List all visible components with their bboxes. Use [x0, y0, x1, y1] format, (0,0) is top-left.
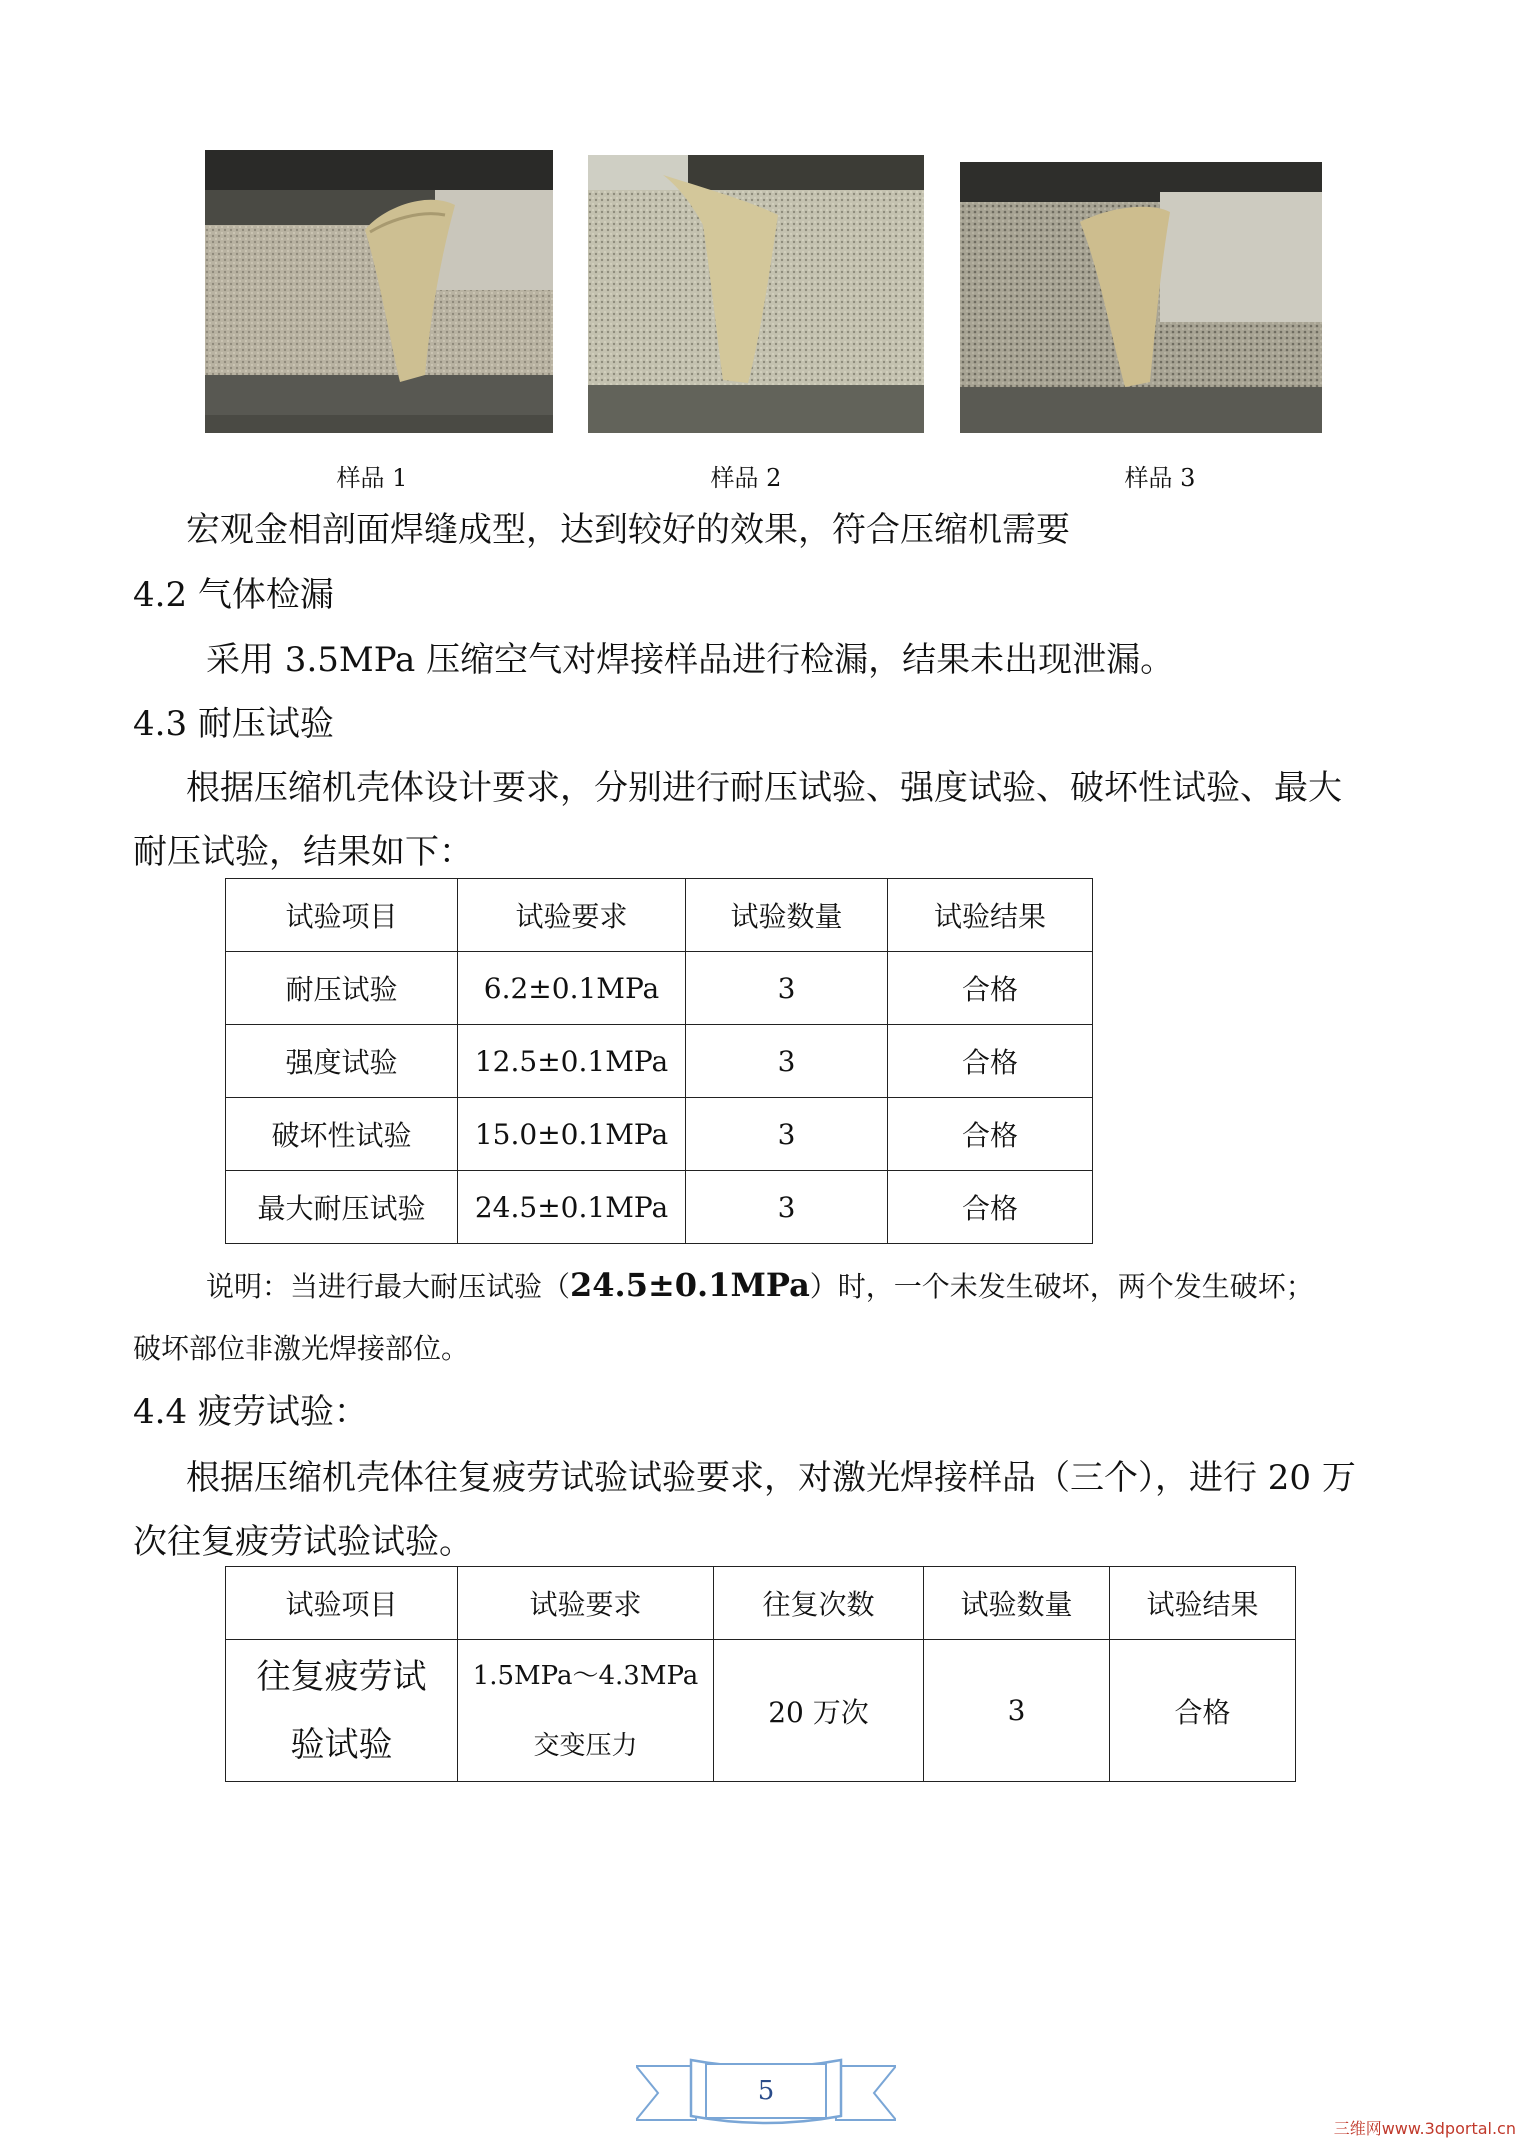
requirement-line2: 交变压力: [533, 1730, 638, 1761]
table-row: [226, 1025, 1093, 1098]
table-cell-requirement: [458, 1640, 714, 1782]
table-header: 试验结果: [1110, 1567, 1296, 1640]
section-4-2-text: 采用 3.5MPa 压缩空气对焊接样品进行检漏，结果未出现泄漏。: [206, 640, 1175, 680]
macro-text: 宏观金相剖面焊缝成型，达到较好的效果，符合压缩机需要: [186, 510, 1070, 550]
note-prefix: 说明：当进行最大耐压试验（: [206, 1270, 571, 1303]
sample-photo-2: [588, 155, 924, 433]
section-4-3-text-line1: 根据压缩机壳体设计要求，分别进行耐压试验、强度试验、破坏性试验、最大: [186, 768, 1342, 808]
table-cell: 3: [686, 1171, 888, 1244]
sample-caption-3: 样品 3: [1124, 464, 1196, 492]
table-cell: 15.0±0.1MPa: [458, 1098, 686, 1171]
table-row: [226, 1171, 1093, 1244]
fatigue-test-table: [225, 1566, 1296, 1782]
section-4-4-text-line1: 根据压缩机壳体往复疲劳试验试验要求，对激光焊接样品（三个），进行 20 万: [186, 1458, 1356, 1498]
sample-caption-2: 样品 2: [710, 464, 782, 492]
table-cell: 最大耐压试验: [226, 1171, 458, 1244]
table-cell: 强度试验: [226, 1025, 458, 1098]
table-header: 试验要求: [458, 1567, 714, 1640]
table-cell: 3: [686, 1098, 888, 1171]
table-cell-result: 合格: [1110, 1640, 1296, 1782]
table-cell: 合格: [888, 1025, 1093, 1098]
section-4-3-text-line2: 耐压试验，结果如下：: [133, 832, 473, 872]
table-row: [226, 1098, 1093, 1171]
sample-photo-1: [205, 150, 553, 433]
table-header: 试验项目: [226, 879, 458, 952]
table-header: 试验数量: [686, 879, 888, 952]
sample-photo-3: [960, 162, 1322, 433]
table-row: [226, 952, 1093, 1025]
item-line1: 往复疲劳试: [256, 1656, 427, 1697]
page-number: 5: [757, 2076, 775, 2106]
table-cell-count: 3: [924, 1640, 1110, 1782]
table-cell: 12.5±0.1MPa: [458, 1025, 686, 1098]
table-row: [226, 1640, 1296, 1782]
requirement-line1: 1.5MPa～4.3MPa: [472, 1660, 699, 1691]
test-note-line2: 破坏部位非激光焊接部位。: [133, 1332, 470, 1365]
table-cell: 耐压试验: [226, 952, 458, 1025]
note-bold-value: 24.5±0.1MPa: [570, 1266, 810, 1304]
table-cell-item: [226, 1640, 458, 1782]
table-cell: 24.5±0.1MPa: [458, 1171, 686, 1244]
table-header: 试验数量: [924, 1567, 1110, 1640]
table-cell: 合格: [888, 1171, 1093, 1244]
table-cell: 合格: [888, 1098, 1093, 1171]
table-cell: 3: [686, 1025, 888, 1098]
table-header: 往复次数: [714, 1567, 924, 1640]
table-header: 试验结果: [888, 879, 1093, 952]
table-cell: 合格: [888, 952, 1093, 1025]
table-header: 试验要求: [458, 879, 686, 952]
pressure-test-table: [225, 878, 1093, 1244]
sample-caption-1: 样品 1: [336, 464, 408, 492]
test-note-line1: [206, 1268, 1314, 1304]
watermark: 三维网www.3dportal.cn: [1333, 2119, 1516, 2138]
section-4-4-text-line2: 次往复疲劳试验试验。: [133, 1522, 473, 1562]
table-header: 试验项目: [226, 1567, 458, 1640]
table-header-row: [226, 879, 1093, 952]
item-line2: 验试验: [290, 1724, 393, 1765]
section-4-4-heading: 4.4 疲劳试验：: [133, 1392, 368, 1432]
table-cell: 6.2±0.1MPa: [458, 952, 686, 1025]
note-suffix: ）时，一个未发生破坏，两个发生破坏；: [809, 1270, 1314, 1303]
table-header-row: [226, 1567, 1296, 1640]
section-4-3-heading: 4.3 耐压试验: [133, 704, 334, 744]
table-cell: 3: [686, 952, 888, 1025]
section-4-2-heading: 4.2 气体检漏: [133, 575, 334, 615]
table-cell-cycles: 20 万次: [714, 1640, 924, 1782]
table-cell: 破坏性试验: [226, 1098, 458, 1171]
